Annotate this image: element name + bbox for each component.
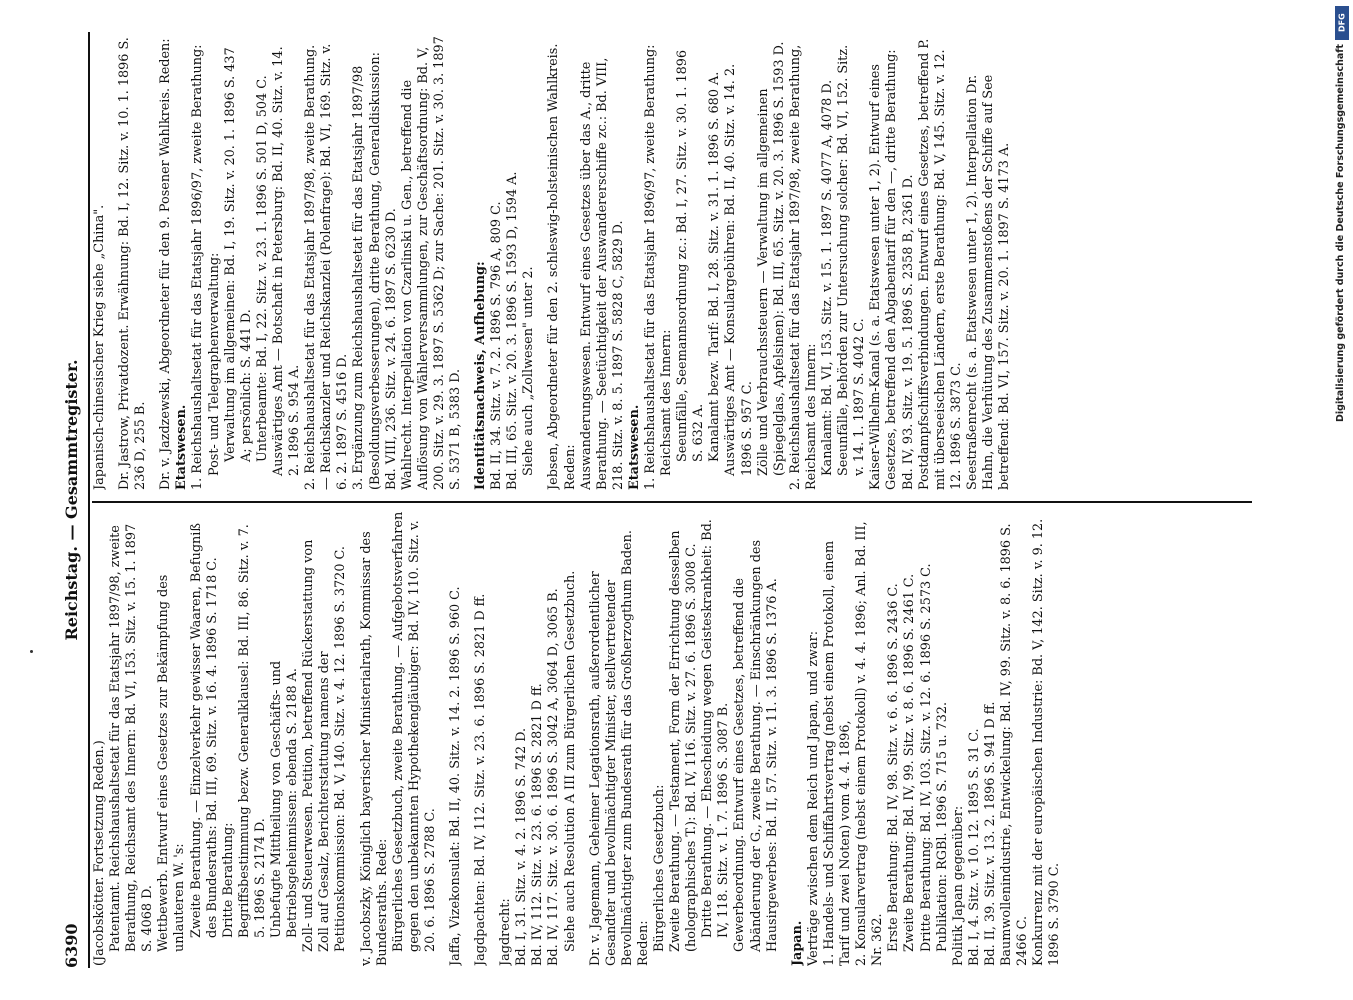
register-entry: Verträge zwischen dem Reich und Japan, und zwar: bbox=[805, 630, 821, 966]
register-entry: Zölle und Verbrauchssteuern — Verwaltung im allgemeinen (Spiegelglas, Apfelsinen): Bd. III, 65. Sitz. v. 20. 3. 1896 S. 1593 D. bbox=[755, 41, 787, 476]
register-entry: Unbefugte Mittheilung von Geschäfts- und Betriebsgeheimnissen: ebenda S. 2188 A. bbox=[269, 660, 301, 938]
register-entry: Zoll- und Steuerwesen. Petition, betreffend Rückerstattung von Zoll auf Gesalz, Berichterstattung namens der Petitionskommission: Bd. V, 140. Sitz. v. 4. 12. 1896 S. 3720 C. bbox=[301, 539, 349, 952]
register-entry: 2. Reichshaushaltsetat für das Etatsjahr 1897/98, zweite Berathung, Reichsamt des Innern: bbox=[787, 44, 819, 490]
register-entry: Bürgerliches Gesetzbuch: bbox=[652, 784, 667, 952]
register-entry: Dr. v. Jazdzewski, Abgeordneter für den 9. Posener Wahlkreis. Reden: bbox=[158, 38, 174, 490]
register-entry: Bd. II, 39. Sitz. v. 13. 2. 1896 S. 941 D ff. bbox=[982, 701, 998, 966]
register-entry: Auswärtiges Amt — Botschaft in Petersburg: Bd. II, 40. Sitz. v. 14. 2. 1896 S. 954 A. bbox=[270, 46, 303, 476]
register-entry: Wahlrecht. Interpellation von Czarlinski u. Gen., betreffend die Auflösung von Wählerversammlungen, zur Geschäftsordnung: Bd. V, 200. Sitz. v. 29. 3. 1897 S. 5362 D; zur Sache: 201. Sitz. v. 30. 3. 1897 S. 5371 B, 5383 D. bbox=[399, 36, 463, 490]
register-entry: Jebsen, Abgeordneter für den 2. schleswig-holsteinischen Wahlkreis. Reden: bbox=[546, 43, 578, 490]
register-entry: Jagdrecht: bbox=[498, 898, 514, 966]
register-entry: Jagdpachten: Bd. IV, 112. Sitz. v. 23. 6. 1896 S. 2821 D ff. bbox=[473, 593, 489, 966]
register-entry: Bürgerliches Gesetzbuch, zweite Berathung. — Aufgebotsverfahren gegen den unbekannten Hypothekengläubiger: Bd. IV, 110. Sitz. v. 20. 6. 1896 S. 2788 C. bbox=[390, 511, 438, 952]
register-entry: Auswanderungswesen. Entwurf eines Gesetzes über das A., dritte Berathung. — Seetüchtigkeit der Auswandererschiffe zc.: Bd. VIII, 218. Sitz. v. 8. 5. 1897 S. 5828 C, 5829 D. bbox=[578, 57, 626, 490]
register-entry: Bd. IV, 112. Sitz. v. 23. 6. 1896 S. 2821 D ff. bbox=[530, 683, 546, 966]
register-entry: 1. Reichshaushaltsetat für das Etatsjahr 1896/97, zweite Berathung: bbox=[643, 44, 658, 490]
register-entry: Gewerbeordnung. Entwurf eines Gesetzes, betreffend die Abänderung der G., zweite Berathung. — Einschränkungen des Hausirgewerbes: Bd. II, 57. Sitz. v. 11. 3. 1896 S. 1376 A. bbox=[732, 539, 780, 952]
register-entry: Dr. v. Jagemann, Geheimer Legationsrath, außerordentlicher Gesandter und bevollmächtigter Minister, stellvertretender Bevollmächtigter zum Bundesrath für das Großherzogthum Baden. Reden: bbox=[587, 530, 651, 966]
register-entry: Siehe auch „Zollwesen" unter 2. bbox=[521, 266, 537, 476]
register-entry: Identitätsnachweis, Aufhebung: bbox=[473, 261, 489, 490]
register-entry: 3. Ergänzung zum Reichshaushaltsetat für das Etatsjahr 1897/98 (Besoldungsverbesserungen), dritte Berathung, Generaldiskussion: Bd. VIII, 236. Sitz. v. 24. 6. 1897 S. 6230 D. bbox=[351, 52, 399, 490]
register-entry: Japan. bbox=[789, 920, 805, 966]
register-entry: Kanalamt bezw. Tarif: Bd. I, 28. Sitz. v. 31. 1. 1896 S. 680 A. bbox=[707, 71, 723, 462]
register-entry: 1. Reichshaushaltsetat für das Etatsjahr 1896/97, zweite Berathung: bbox=[190, 44, 206, 490]
register-entry: Kanalamt: Bd. VI, 153. Sitz. v. 15. 1. 1897 S. 4077 A, 4078 D. bbox=[820, 79, 836, 476]
register-entry: Erste Berathung: Bd. IV, 98. Sitz. v. 6. 6. 1896 S. 2436 C. bbox=[886, 583, 902, 952]
register-entry: v. Jacobszky, Königlich bayerischer Ministerialrath, Kommissar des Bundesraths. Rede: bbox=[358, 531, 390, 966]
register-entry: Zweite Berathung. — Testament, Form der Errichtung desselben (holographisches T.): Bd. IV, 116. Sitz. v. 27. 6. 1896 S. 3008 C. bbox=[668, 530, 700, 952]
register-entry: Dritte Berathung: Bd. IV, 103. Sitz. v. 12. 6. 1896 S. 2573 C. bbox=[918, 563, 934, 952]
register-entry: 2. Konsularvertrag (nebst einem Protokoll) v. 4. 4. 1896; Anl. Bd. III, Nr. 362. bbox=[854, 521, 886, 966]
register-entry: Bd. I, 31. Sitz. v. 4. 2. 1896 S. 742 D. bbox=[514, 727, 530, 966]
register-entry: Seeunfälle, Seemannsordnung zc.: Bd. I, 27. Sitz. v. 30. 1. 1896 S. 632 A. bbox=[675, 49, 707, 462]
register-entry: Patentamt. Reichshaushaltsetat für das Etatsjahr 1897/98, zweite Berathung, Reichsamt des Innern: Bd. VI, 153. Sitz. v. 15. 1. 1897 S. 4068 D. bbox=[108, 523, 156, 952]
register-entry: Etatswesen. bbox=[174, 404, 190, 490]
register-entry: (Jacobskötter. Fortsetzung Reden.) bbox=[92, 740, 107, 966]
register-entry: Jaffa, Vizekonsulat: Bd. II, 40. Sitz. v. 14. 2. 1896 S. 960 C. bbox=[447, 586, 463, 966]
register-entry: Verwaltung im allgemeinen: Bd. I, 19. Sitz. v. 20. 1. 1896 S. 437 A; persönlich: S. 441 D. bbox=[222, 47, 254, 462]
register-entry: Unterbeamte: Bd. I, 22. Sitz. v. 23. 1. 1896 S. 501 D, 504 C. bbox=[254, 75, 270, 462]
register-entry: Reichsamt des Innern: bbox=[659, 329, 675, 476]
register-entry: Bd. I, 4. Sitz. v. 10. 12. 1895 S. 31 C. bbox=[966, 728, 982, 966]
header-rule bbox=[88, 32, 90, 968]
register-entry: Bd. II, 34. Sitz. v. 7. 2. 1896 S. 796 A, 809 C. bbox=[489, 201, 505, 490]
register-entry: Postdampfschiffsverbindungen. Entwurf eines Gesetzes, betreffend P. mit überseeischen Ländern, erste Berathung: Bd. V, 145. Sitz. v. 12. 12. 1896 S. 3873 C. bbox=[916, 38, 964, 490]
register-entry: Seeunfälle, Behörden zur Untersuchung solcher: Bd. VI, 152. Sitz. v. 14. 1. 1897 S. 4042 C. bbox=[836, 44, 868, 476]
register-entry: Begriffsbestimmung bezw. Generalklausel: Bd. III, 86. Sitz. v. 7. 5. 1896 S. 2174 D. bbox=[236, 524, 268, 938]
page-number: 6390 bbox=[61, 923, 81, 968]
register-entry: Japanisch-chinesischer Krieg siehe „China". bbox=[92, 204, 107, 490]
register-entry: Kaiser-Wilhelm-Kanal (s. a. Etatswesen unter 1, 2). Entwurf eines Gesetzes, betreffend den Abgabentarif für den —, dritte Berathung: Bd. IV, 93. Sitz. v. 19. 5. 1896 S. 2358 B, 2361 D. bbox=[868, 49, 916, 490]
page-header bbox=[58, 32, 84, 968]
register-entry: 1. Handels- und Schiffahrtsvertrag (nebst einem Protokoll, einem Tarif und zwei Noten) vom 4. 4. 1896, bbox=[821, 540, 854, 966]
column-divider bbox=[92, 501, 1252, 503]
register-entry: Zweite Berathung: Bd. IV, 99. Sitz. v. 8. 6. 1896 S. 2461 C. bbox=[902, 573, 918, 952]
register-entry: Konkurrenz mit der europäischen Industrie: Bd. V, 142. Sitz. v. 9. 12. 1896 S. 3790 C. bbox=[1031, 518, 1063, 966]
register-entry: Bd. IV, 117. Sitz. v. 30. 6. 1896 S. 3042 A, 3064 D, 3065 B. bbox=[546, 588, 562, 966]
register-entry: Dritte Berathung: bbox=[220, 822, 236, 938]
register-entry: Bd. III, 65. Sitz. v. 20. 3. 1896 S. 1593 D, 1594 A. bbox=[505, 171, 521, 490]
register-entry: Siehe auch Resolution A III zum Bürgerlichen Gesetzbuch. bbox=[562, 570, 578, 952]
register-entry: 2. Reichshaushaltsetat für das Etatsjahr 1897/98, zweite Berathung. — Reichskanzler und Reichskanzlei (Polenfrage): Bd. VI, 169. Sitz. v. 6. 2. 1897 S. 4516 D. bbox=[303, 43, 351, 490]
register-entry: Baumwollenindustrie, Entwickelung: Bd. IV, 99. Sitz. v. 8. 6. 1896 S. 2466 C. bbox=[998, 523, 1031, 966]
left-column bbox=[92, 511, 1242, 966]
right-column bbox=[92, 35, 1242, 490]
register-entry: Dritte Berathung. — Ehescheidung wegen Geisteskrankheit: Bd. IV, 118. Sitz. v. 1. 7. 1896 S. 3087 B. bbox=[700, 519, 732, 938]
register-entry: Seestraßenrecht (s. a. Etatswesen unter 1, 2). Interpellation Dr. Hahn, die Verhütung des Zusammenstoßens der Schiffe auf See betreffend: Bd. VI, 157. Sitz. v. 20. 1. 1897 S. 4173 A. bbox=[964, 74, 1013, 490]
register-entry: Auswärtiges Amt — Konsulargebühren: Bd. II, 40. Sitz. v. 14. 2. 1896 S. 957 C. bbox=[723, 63, 755, 476]
digitization-credit: Digitalisierung gefördert durch die Deutsche Forschungsgemeinschaft bbox=[1335, 44, 1346, 422]
scan-speck bbox=[30, 650, 33, 653]
page-title: Reichstag. — Gesammtregister. bbox=[61, 359, 81, 641]
register-entry: Publikation: RGBl. 1896 S. 715 u. 732. bbox=[934, 701, 950, 952]
dfg-logo: DFG bbox=[1335, 6, 1349, 40]
register-entry: Politik Japan gegenüber: bbox=[950, 805, 966, 966]
register-entry: Dr. Jastrow, Privatdozent. Erwähnung: Bd. I, 12. Sitz. v. 10. 1. 1896 S. 236 D, 255 B. bbox=[117, 37, 149, 490]
register-entry: Etatswesen. bbox=[626, 404, 642, 490]
register-entry: Zweite Berathung. — Einzelverkehr gewisser Waaren, Befugniß des Bundesraths: Bd. III, 69. Sitz. v. 16. 4. 1896 S. 1718 C. bbox=[188, 523, 220, 938]
register-entry: Post- und Telegraphenverwaltung: bbox=[206, 252, 222, 476]
register-entry: Wettbewerb. Entwurf eines Gesetzes zur Bekämpfung des unlauteren W. 's: bbox=[156, 574, 188, 952]
